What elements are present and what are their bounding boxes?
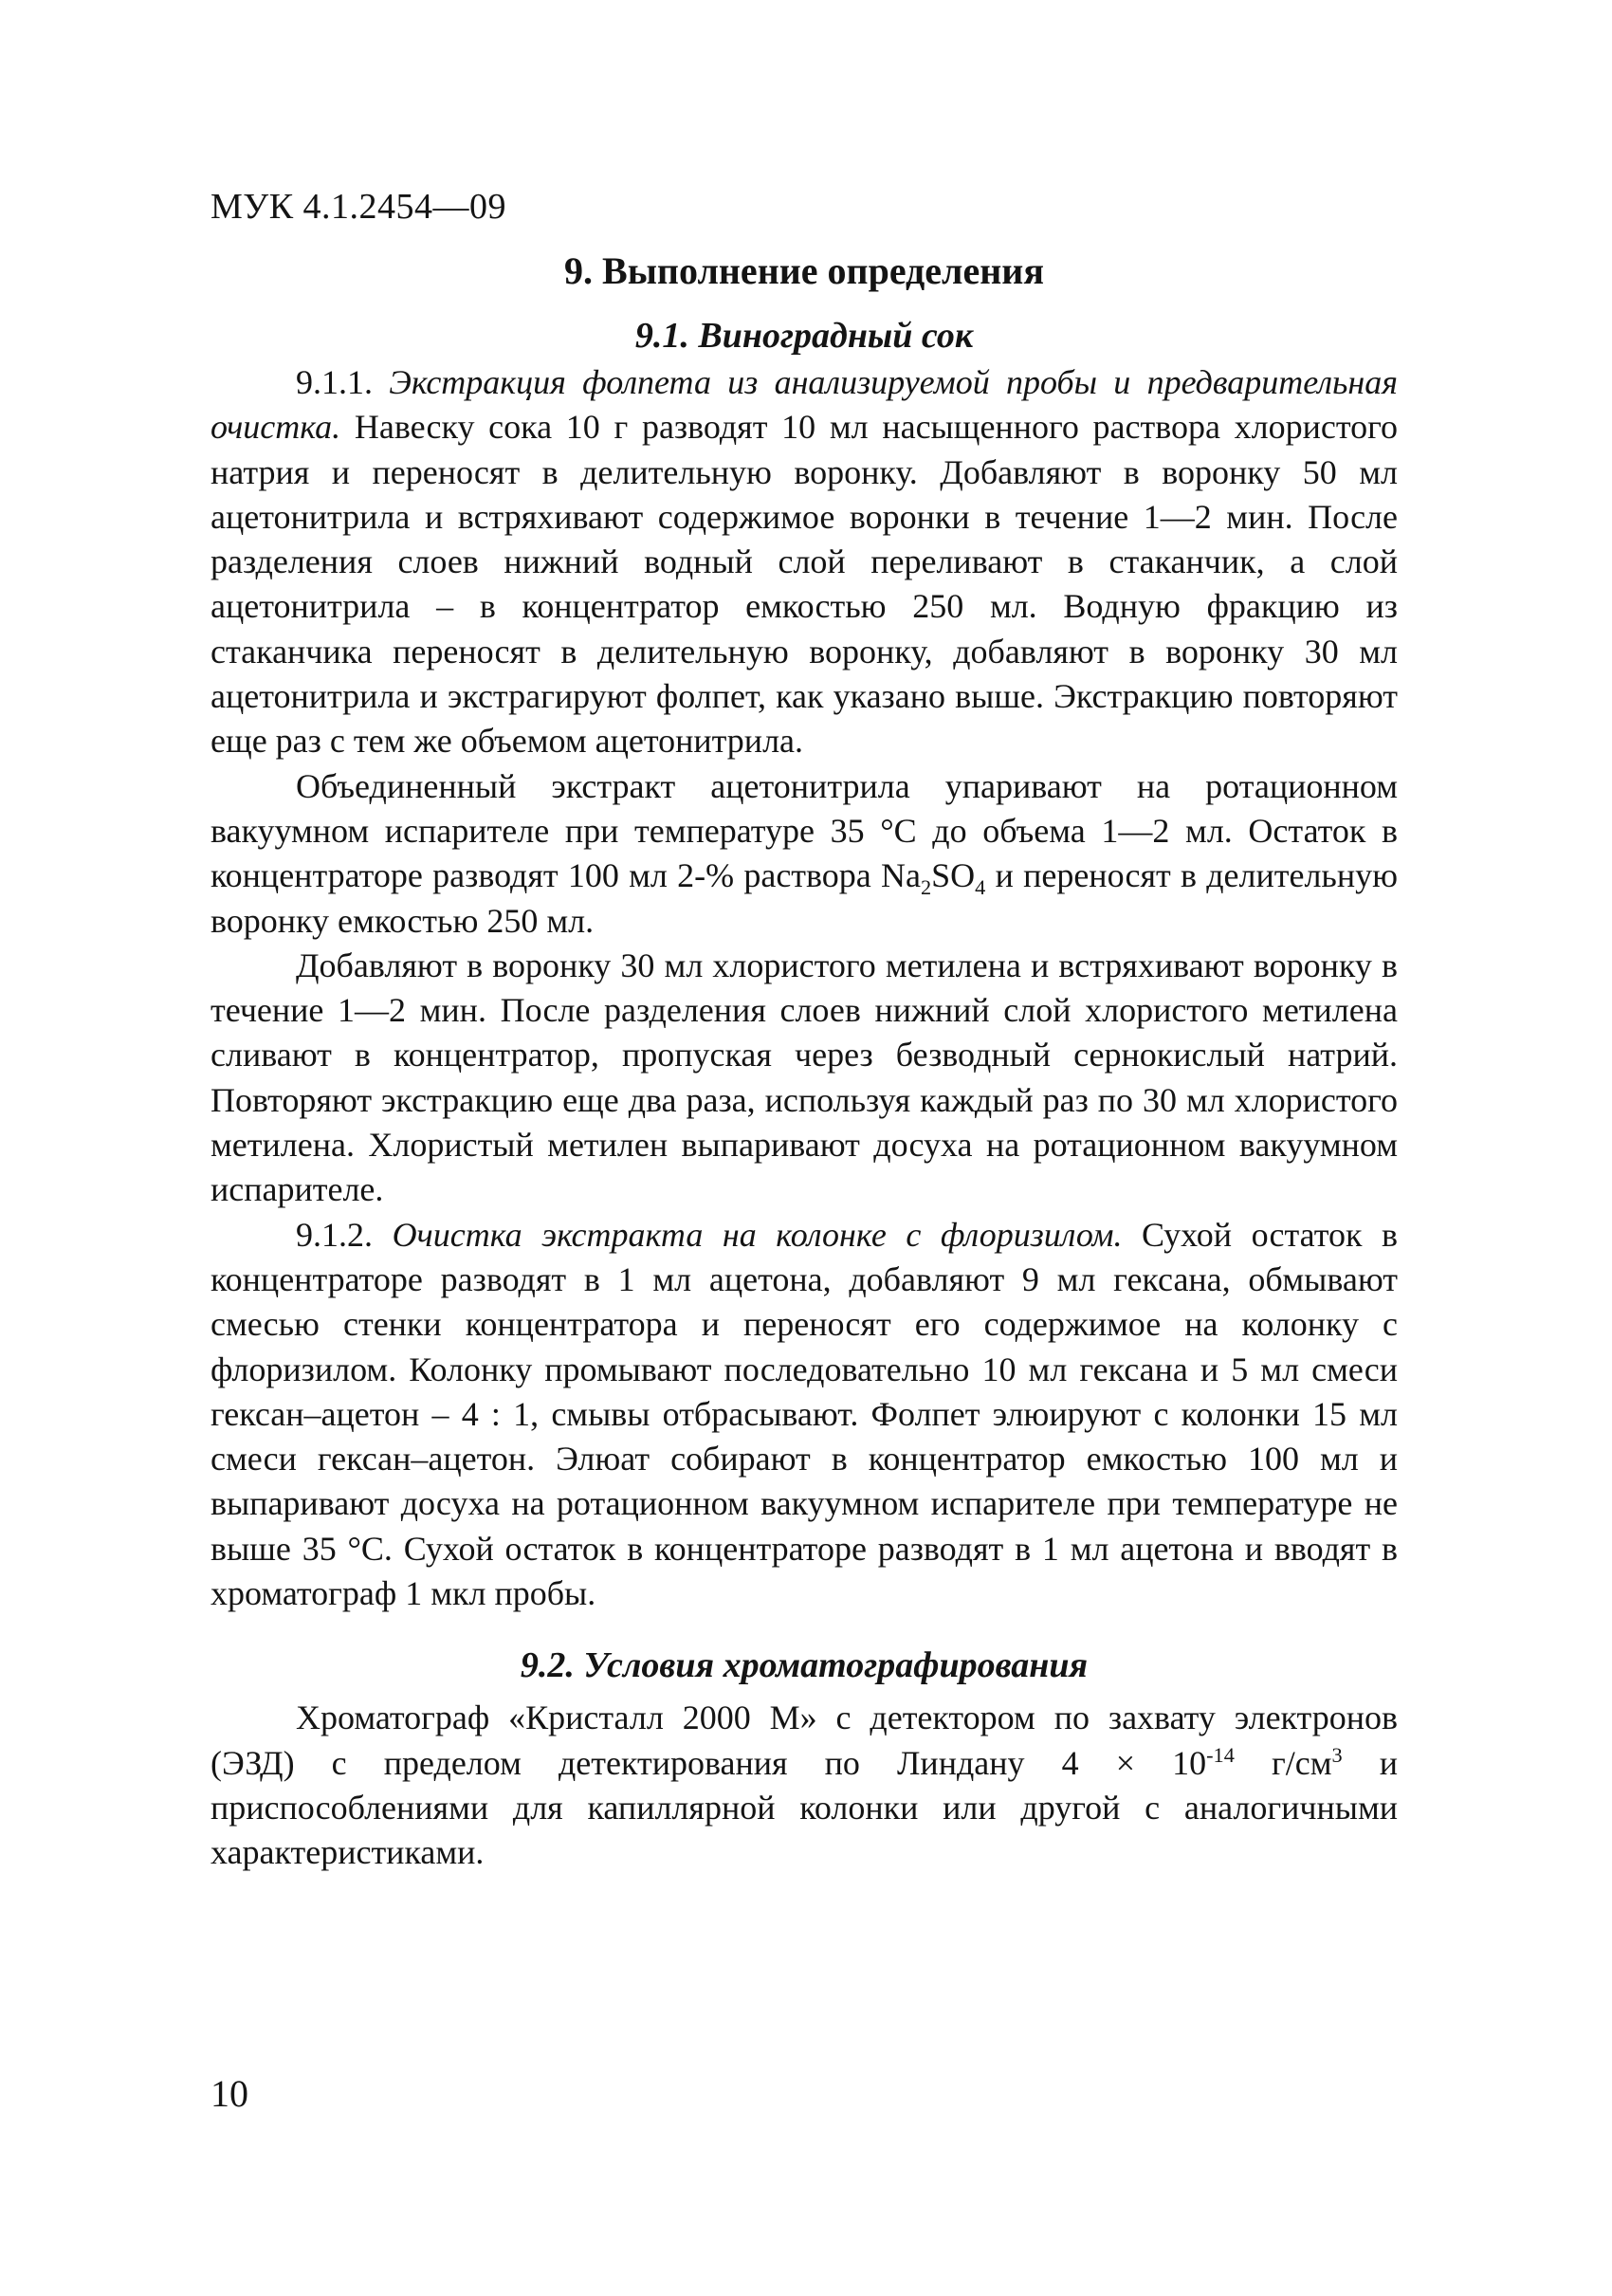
document-code: МУК 4.1.2454—09 (211, 187, 507, 227)
paragraph-cleanup (211, 1213, 1398, 1617)
paragraph-text: и приспособлениями для капиллярной колонки или другой с аналогичными характеристиками. (211, 1743, 1398, 1872)
subscript: 4 (975, 875, 986, 900)
clause-number: 9.1.2. (296, 1215, 373, 1254)
clause-number: 9.1.1. (296, 363, 373, 401)
clause-title: Экстракция фолпета из анализируемой пробы и предварительная очистка. (211, 363, 1398, 447)
paragraph-text: и переносят в делительную воронку емкостью 250 мл. (211, 856, 1398, 940)
unit-text: г/см (1234, 1743, 1332, 1782)
formula-text: SO (931, 856, 976, 895)
subscript: 2 (920, 875, 932, 900)
paragraph-text: Хроматограф «Кристалл 2000 М» с детектором по захвату электронов (ЭЗД) с пределом детектирования по Линдану 4 × 10 (211, 1699, 1398, 1782)
subsection-heading-chromatography: 9.2. Условия хроматографирования (520, 1645, 1089, 1686)
subsection-heading-grape-juice: 9.1. Виноградный сок (634, 316, 974, 356)
clause-text: Навеску сока 10 г разводят 10 мл насыщенного раствора хлористого натрия и переносят в делительную воронку. Добавляют в воронку 50 мл ацетонитрила и встряхивают содержимое воронки в течение 1—2 мин. После разделения слоев нижний водный слой переливают в стаканчик, а слой ацетонитрила – в концентратор емкостью 250 мл. Водную фракцию из стаканчика переносят в делительную воронку, добавляют в воронку 30 мл ацетонитрила и экстрагируют фолпет, как указано выше. Экстракцию повторяют еще раз с тем же объемом ацетонитрила. (211, 408, 1398, 761)
page-number: 10 (211, 2072, 248, 2115)
paragraph-chromatograph (211, 1696, 1398, 1875)
superscript: -14 (1206, 1742, 1235, 1767)
paragraph-combined-extract (211, 764, 1398, 944)
clause-title: Очистка экстракта на колонке с флоризилом. (392, 1215, 1123, 1254)
paragraph-text: Объединенный экстракт ацетонитрила упаривают на ротационном вакуумном испарителе при температуре 35 °С до объема 1—2 мл. Остаток в концентраторе разводят 100 мл 2-% раствора Na (211, 766, 1398, 895)
clause-text: Сухой остаток в концентраторе разводят в 1 мл ацетона, добавляют 9 мл гексана, обмывают смесью стенки концентратора и переносят его содержимое на колонку с флоризилом. Колонку промывают последовательно 10 мл гексана и 5 мл смеси гексан–ацетон – 4 : 1, смывы отбрасывают. Фолпет элюируют с колонки 15 мл смеси гексан–ацетон. Элюат собирают в концентратор емкостью 100 мл и выпаривают досуха на ротационном вакуумном испарителе при температуре не выше 35 °С. Сухой остаток в концентраторе разводят в 1 мл ацетона и вводят в хроматограф 1 мкл пробы. (211, 1215, 1399, 1613)
paragraph-extraction (211, 360, 1398, 764)
superscript: 3 (1331, 1742, 1343, 1767)
section-heading: 9. Выполнение определения (564, 249, 1044, 292)
paragraph-methylene-chloride: Добавляют в воронку 30 мл хлористого метилена и встряхивают воронку в течение 1—2 мин. После разделения слоев нижний слой хлористого метилена сливают в концентратор, пропуская через безводный сернокислый натрий. Повторяют экстракцию еще два раза, используя каждый раз по 30 мл хлористого метилена. Хлористый метилен выпаривают досуха на ротационном вакуумном испарителе. (211, 946, 1398, 1209)
document-body (211, 247, 1398, 1876)
